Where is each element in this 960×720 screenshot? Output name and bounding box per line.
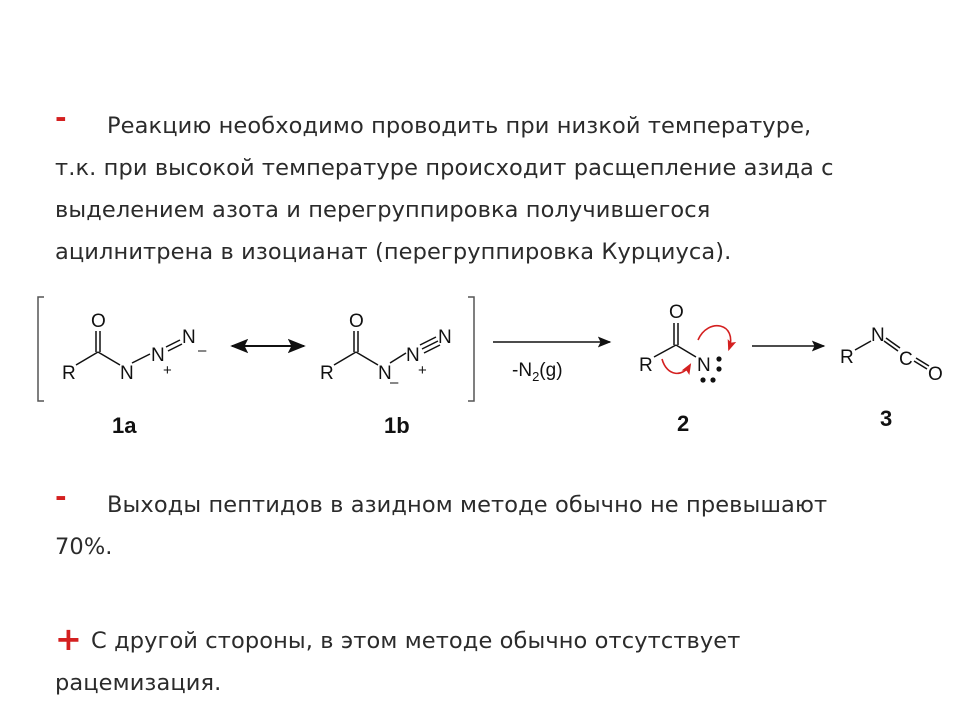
paragraph-curtius (55, 97, 925, 273)
paragraph-line: выделением азота и перегруппировка получившегося (55, 197, 711, 223)
left-bracket (38, 297, 44, 401)
minus-charge: – (390, 374, 399, 391)
paragraph-line (55, 618, 935, 662)
atom-n: N (151, 345, 165, 366)
compound-label-2: 2 (677, 411, 690, 436)
structure-3 (855, 338, 929, 369)
atom-r: R (320, 363, 334, 384)
structure-1a (76, 331, 182, 365)
paragraph-yields (55, 476, 935, 568)
atom-n: N (120, 363, 134, 384)
structure-2 (654, 323, 696, 357)
plus-charge: + (418, 362, 427, 379)
paragraph-line (55, 97, 925, 147)
atom-c: C (899, 349, 913, 370)
atom-o: O (928, 364, 943, 385)
paragraph-line: т.к. при высокой температуре происходит расщепление азида с (55, 155, 834, 181)
compound-label-1b: 1b (384, 413, 410, 438)
structure-1b (334, 331, 440, 365)
arrow-label: $-N_2(g)$ (512, 360, 563, 384)
atom-n: N (871, 325, 885, 346)
atom-r: R (62, 363, 76, 384)
atom-n: N (438, 327, 452, 348)
minus-charge: – (198, 342, 207, 359)
paragraph-line (55, 476, 935, 526)
minus-bullet: - (55, 480, 67, 513)
paragraph-line: ацилнитрена в изоцианат (перегруппировка Курциуса). (55, 239, 732, 265)
atom-n: N (182, 327, 196, 348)
atom-n: N (697, 355, 711, 376)
compound-label-1a: 1a (112, 413, 137, 438)
atom-n: N (378, 363, 392, 384)
atom-o: O (669, 302, 684, 323)
paragraph-line: рацемизация. (55, 670, 222, 696)
atom-o: O (91, 311, 106, 332)
atom-o: O (349, 311, 364, 332)
minus-bullet: - (55, 101, 67, 134)
paragraph-text: Реакцию необходимо проводить при низкой температуре, (107, 113, 812, 139)
right-bracket (468, 297, 474, 401)
paragraph-text: Выходы пептидов в азидном методе обычно не превышают (107, 492, 828, 518)
paragraph-line: 70%. (55, 534, 113, 560)
plus-bullet: + (55, 620, 82, 658)
reaction-scheme (0, 285, 960, 445)
paragraph-racemization (55, 618, 935, 704)
compound-label-3: 3 (880, 406, 893, 431)
atom-r: R (639, 355, 653, 376)
plus-charge: + (163, 362, 172, 379)
atom-r: R (840, 347, 854, 368)
paragraph-text: С другой стороны, в этом методе обычно отсутствует (91, 628, 741, 654)
atom-n: N (406, 345, 420, 366)
